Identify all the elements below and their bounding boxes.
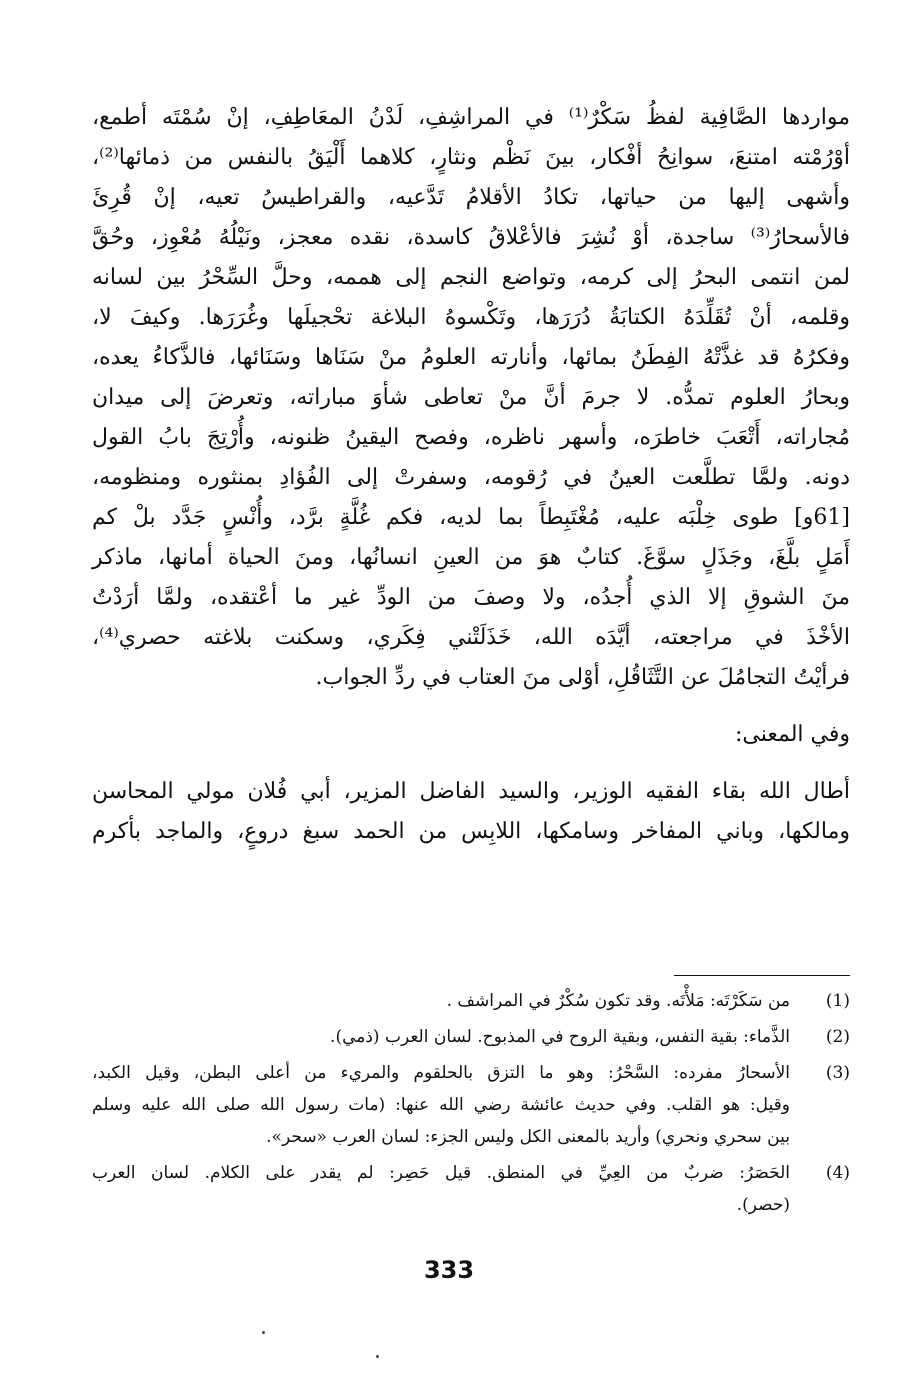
paragraph-gap	[92, 755, 850, 772]
text-line: أَمَلٍ بلَّغَ، وجَذَلٍ سوَّغَ. كتابٌ هوَ من العينِ انسانُها، ومنَ الحياة أمانها، ماذكر	[92, 545, 850, 570]
footnote-number: (3)	[825, 1063, 850, 1083]
text-line: دونه. ولمَّا تطلَّعت العينُ في رُقومه، وسفرتْ إلى الفُؤادِ بمنثوره ومنظومه،	[92, 465, 850, 490]
footnote-line: (حصر).	[736, 1195, 790, 1215]
scan-speck	[262, 1331, 265, 1334]
text-line: أطال الله بقاء الفقيه الوزير، والسيد الفاضل المزير، أبي فُلان مولي المحاسن	[92, 779, 850, 804]
footnote-body	[92, 1021, 790, 1053]
text-line: وفكرُهُ قد غذَّتْهُ الفِطَنُ بمائها، وأنارته العلومُ منْ سَنَاها وسَنَائها، فالذَّكاءُ يعده،	[92, 345, 850, 370]
text-line: ومالكها، وباني المفاخر وسامكها، اللابِس من الحمد سبغ دروعٍ، والماجد بأكرم	[92, 819, 850, 844]
footnote	[92, 1057, 850, 1153]
text-line: أوْرُمْته امتنعَ، سوانِحُ أفْكار، بينَ نَظْم ونثارٍ، كلاهما أَلْيَقُ بالنفس من ذمائها⁽²⁾،	[92, 145, 850, 170]
text-line: فالأسحارُ⁽³⁾ ساجدة، أوْ نُشِرَ فالأعْلاقُ كاسدة، نقده معجز، ونَيْلُهُ مُعْوِز، وحُقَّ	[92, 225, 850, 250]
text-line: منَ الشوقِ إلا الذي أُجدُه، ولا وصفَ من الودِّ غير ما أعْتقده، ولمَّا أرَدْتُ	[92, 585, 850, 610]
text-line: وأشهى إليها من حياتها، تكادُ الأقلامُ تَدَّعيه، والقراطيسُ تعيه، إنْ قُرِئَ	[92, 185, 850, 210]
text-line: مُجاراته، أَتْعَبَ خاطرَه، وأسهر ناظره، وفصح اليقينُ ظنونه، وأُرْتِجَ بابُ القول	[92, 425, 850, 450]
page-number: 333	[423, 1256, 475, 1284]
text-line: الأخْذَ في مراجعته، أيَّدَه الله، خَذَلَتْني فِكَري، وسكنت بلاغته حصري⁽⁴⁾،	[92, 625, 850, 650]
footnote-number: (1)	[825, 991, 850, 1011]
paragraph-gap	[92, 698, 850, 715]
text-line: مواردها الصَّافِية لفظُ سَكْرٌ⁽¹⁾ في المراشِفِ، لَدْنُ المعَاطِفِ، إنْ سُمْتَه أطمع،	[92, 105, 850, 130]
footnote-body	[92, 1057, 790, 1153]
text-line: لمن انتمى البحرُ إلى كرمه، وتواضع النجم إلى هممه، وحلَّ السِّحْرُ بين لسانه	[92, 265, 850, 290]
footnote-line: الأسحارُ مفرده: السَّحْرُ: وهو ما التزق بالحلقوم والمريء من أعلى البطن، وقيل الكبد،	[92, 1063, 790, 1083]
main-text	[92, 98, 850, 852]
footnote-number: (4)	[825, 1163, 850, 1183]
text-line: وبحارُ العلوم تمدُّه. لا جرمَ أنَّ منْ تعاطى شأوَ مباراته، وتعرضَ إلى ميدان	[92, 385, 850, 410]
footnotes	[92, 985, 850, 1225]
footnote-line: وقيل: هو القلب. وفي حديث عائشة رضي الله عنها: (مات رسول الله صلى الله عليه وسلم	[92, 1095, 790, 1115]
footnote-body	[92, 1157, 790, 1221]
footnote-number: (2)	[825, 1027, 850, 1047]
footnote	[92, 1157, 850, 1221]
footnote-line: الحَصَرُ: ضربٌ من العِيِّ في المنطق. قيل حَصِر: لم يقدر على الكلام. لسان العرب	[92, 1163, 790, 1183]
text-line: فرأيْتُ التجامُلَ عن التَّثَاقُلِ، أوْلى منَ العتاب في ردِّ الجواب.	[315, 665, 850, 690]
footnote-line: الذَّماء: بقية النفس، وبقية الروح في المذبوح. لسان العرب (ذمي).	[330, 1027, 790, 1047]
footnote	[92, 985, 850, 1017]
scan-speck	[376, 1355, 379, 1358]
text-line: [61و] طوى خِلْبَه عليه، مُغْتَبِطاً بما لديه، فكم غُلَّةٍ برَّد، وأُنْسٍ جَدَّد بلْ كم	[92, 505, 850, 530]
footnote	[92, 1021, 850, 1053]
text-line: وقلمه، أنْ تُقَلِّدَهُ الكتابَةُ دُرَرَها، وتَكْسوهُ البلاغة تحْجيلَها وغُرَرَها. وكيفَ لا،	[92, 305, 850, 330]
footnote-body	[92, 985, 790, 1017]
footnote-divider	[674, 975, 850, 976]
footnote-line: بين سحري ونحري) وأريد بالمعنى الكل وليس الجزء: لسان العرب «سحر».	[266, 1127, 790, 1147]
footnote-line: من سَكَرْتَه: مَلأْتَه. وقد تكون سُكْرٌ في المراشف .	[446, 991, 790, 1011]
subheading: وفي المعنى:	[734, 722, 850, 747]
